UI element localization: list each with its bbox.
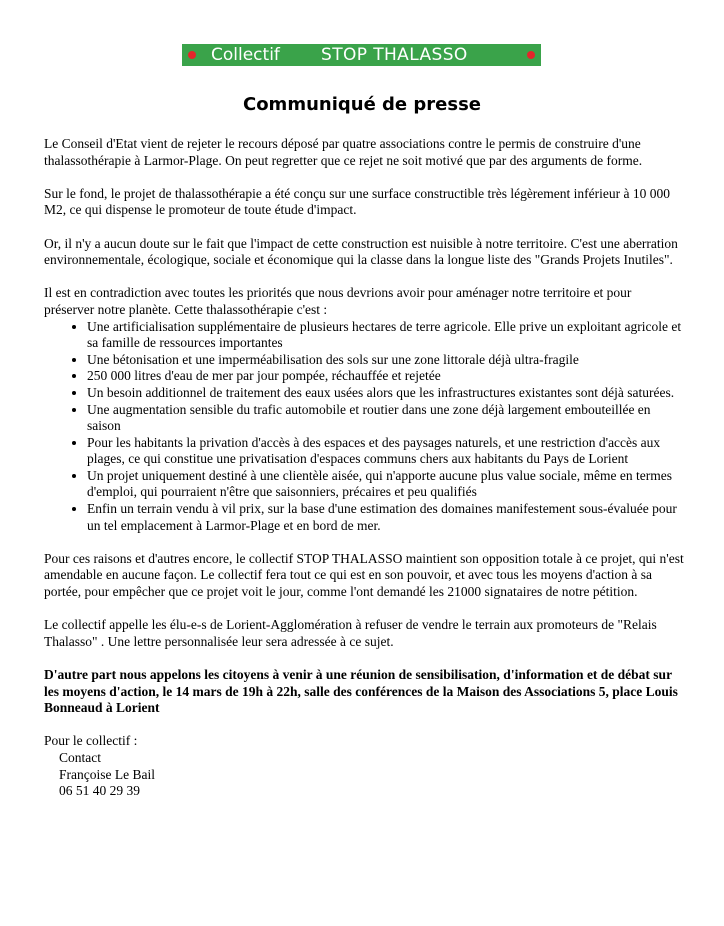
paragraph-contradiction: Il est en contradiction avec toutes les priorités que nous devrions avoir pour aménager notre territoire et pour préserver notre planète. Cette thalassothérapie c'est :	[44, 285, 632, 317]
list-item: • Un projet uniquement destiné à une clientèle aisée, qui n'apporte aucune plus value sociale, même en termes d'emploi, qui pourraient n'être que saisonniers, précaires et peu qualifiés	[87, 468, 684, 501]
list-item: • Une bétonisation et une imperméabilisation des sols sur une zone littorale déjà ultra-fragile	[87, 352, 684, 369]
reasons-list	[44, 319, 684, 535]
list-item: • Une augmentation sensible du trafic automobile et routier dans une zone déjà largement embouteillée en saison	[87, 402, 684, 435]
list-item: • Un besoin additionnel de traitement des eaux usées alors que les infrastructures existantes sont déjà saturées.	[87, 385, 684, 402]
red-dot-left-icon	[188, 51, 196, 59]
document-body	[44, 136, 684, 800]
list-item: • Enfin un terrain vendu à vil prix, sur la base d'une estimation des domaines manifestement sous-évaluée pour un tel emplacement à Larmor-Plage et en bord de mer.	[87, 501, 684, 534]
signature-role: Contact	[59, 749, 101, 765]
signature-phone: 06 51 40 29 39	[59, 783, 140, 799]
signature-name: Françoise Le Bail	[59, 766, 155, 782]
signature-block	[44, 733, 684, 799]
signature-intro: Pour le collectif :	[44, 733, 138, 749]
red-dot-right-icon	[527, 51, 535, 59]
list-item: • Une artificialisation supplémentaire de plusieurs hectares de terre agricole. Elle prive un exploitant agricole et sa famille de ressources importantes	[87, 319, 684, 352]
list-item: • Pour les habitants la privation d'accès à des espaces et des paysages naturels, et une restriction d'accès aux plages, ce qui constitue une privatisation d'espaces communs chers aux habitants du Pays de Lorient	[87, 435, 684, 468]
banner-collectif-label: Collectif	[211, 45, 280, 65]
paragraph-elected-officials: Le collectif appelle les élu-e-s de Lorient-Agglomération à refuser de vendre le terrain aux promoteurs de "Relais Thalasso" . Une lettre personnalisée leur sera adressée à ce sujet.	[44, 617, 657, 649]
paragraph-rejection: Le Conseil d'Etat vient de rejeter le recours déposé par quatre associations contre le permis de construire d'une thalassothérapie à Larmor-Plage. On peut regretter que ce rejet ne soit motivé que par des arguments de forme.	[44, 136, 643, 168]
collectif-banner	[182, 44, 541, 66]
paragraph-impact: Or, il n'y a aucun doute sur le fait que l'impact de cette construction est nuisible à notre territoire. C'est une aberration environnementale, écologique, sociale et économique qui la classe dans la longue liste des "Grands Projets Inutiles".	[44, 235, 678, 268]
banner-stop-thalasso-label: STOP THALASSO	[321, 45, 468, 65]
paragraph-surface: Sur le fond, le projet de thalassothérapie a été conçu sur une surface constructible très légèrement inférieur à 10 000 M2, ce qui dispense le promoteur de toute étude d'impact.	[44, 185, 671, 218]
paragraph-meeting-announcement: D'autre part nous appelons les citoyens à venir à une réunion de sensibilisation, d'information et de débat sur les moyens d'action, le 14 mars de 19h à 22h, salle des conférences de la Maison des Associations 5, place Louis Bonneaud à Lorient	[44, 667, 678, 716]
list-item: • 250 000 litres d'eau de mer par jour pompée, réchauffée et rejetée	[87, 368, 684, 385]
paragraph-opposition: Pour ces raisons et d'autres encore, le collectif STOP THALASSO maintient son opposition totale à ce projet, qui n'est amendable en aucune façon. Le collectif fera tout ce qui est en son pouvoir, et avec tous les moyens d'action à sa portée, pour empêcher que ce projet voit le jour, comme l'ont demandé les 21000 signataires de notre pétition.	[44, 550, 684, 600]
page-title: Communiqué de presse	[242, 94, 482, 115]
